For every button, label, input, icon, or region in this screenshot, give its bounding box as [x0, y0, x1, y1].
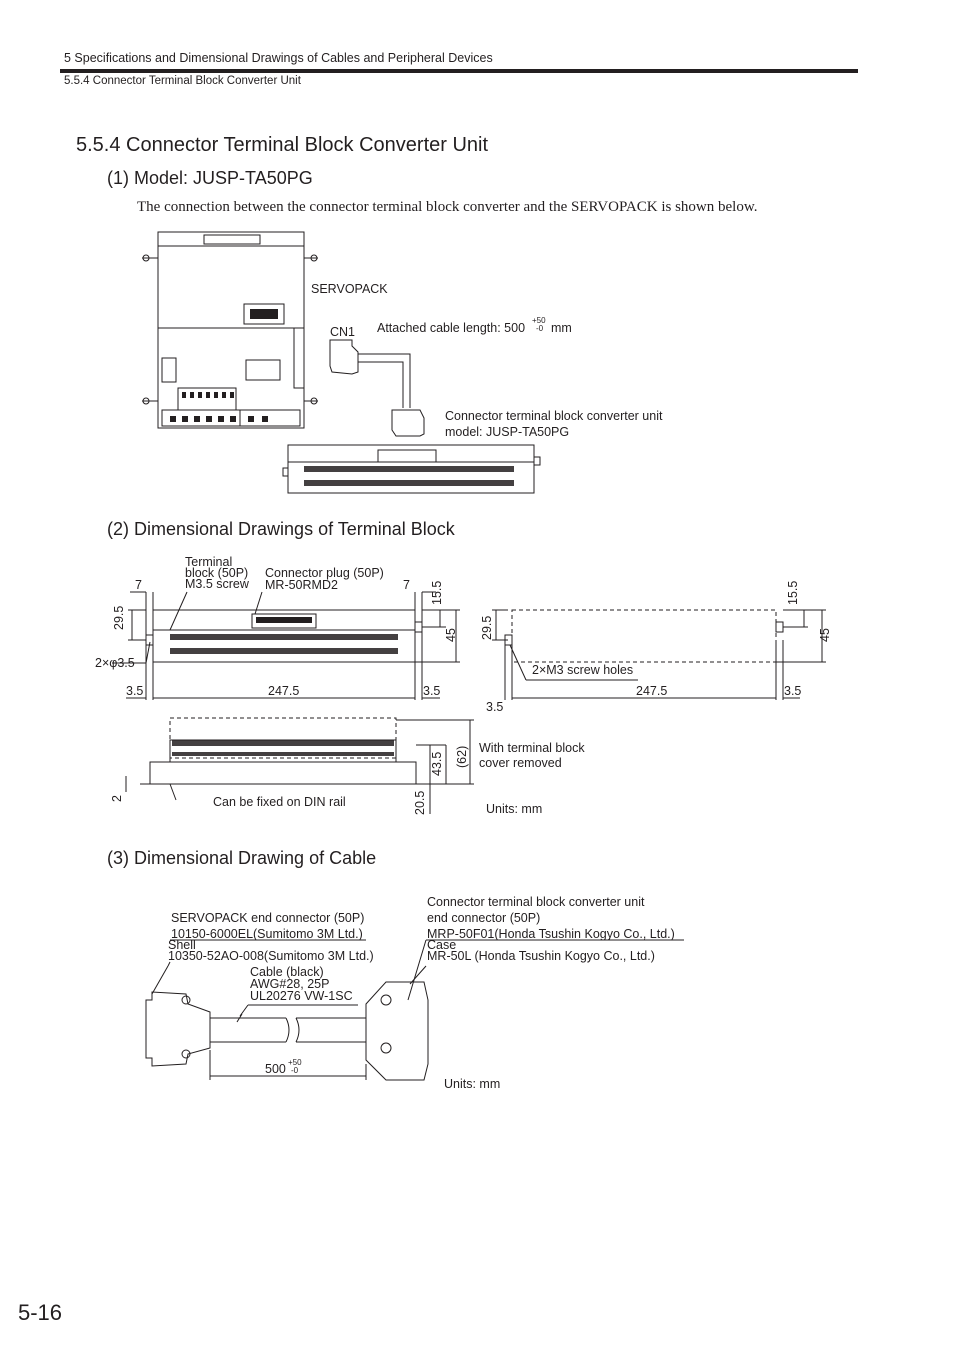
dim-3-5-a: 3.5 — [126, 684, 144, 698]
cable-length-tol-minus: -0 — [291, 1066, 299, 1075]
screw-holes-label: 2×M3 screw holes — [532, 663, 634, 677]
servopack-end-line1: SERVOPACK end connector (50P) — [171, 911, 365, 925]
cable-tol-plus: +50 — [532, 316, 546, 325]
dim-45-right: 45 — [818, 628, 832, 642]
connector-plug-callout — [265, 567, 384, 591]
units-label-3: Units: mm — [444, 1077, 501, 1091]
cn1-plug — [330, 340, 358, 374]
dim-29-5-left: 29.5 — [112, 605, 126, 630]
subsection-3-title: (3) Dimensional Drawing of Cable — [107, 848, 377, 868]
converter-plug — [392, 410, 424, 436]
terminal-block-callout — [185, 557, 249, 590]
converter-end-line3: MRP-50F01(Honda Tsushin Kogyo Co., Ltd.) — [427, 927, 675, 941]
case-line2: MR-50L (Honda Tsushin Kogyo Co., Ltd.) — [427, 949, 655, 963]
hole-dim: 2×φ3.5 — [95, 656, 135, 670]
dim-3-5-b: 3.5 — [423, 684, 441, 698]
dim-20-5: 20.5 — [413, 790, 427, 815]
shell-callout — [168, 940, 374, 962]
back-view-body — [512, 610, 776, 662]
dim-29-5-right: 29.5 — [480, 615, 494, 640]
dim-2: 2 — [110, 795, 124, 802]
section-header: 5.5.4 Connector Terminal Block Converter Unit — [64, 75, 301, 87]
converter-end-line2: end connector (50P) — [427, 911, 541, 925]
terminal-block-line2: block (50P) — [185, 566, 249, 580]
terminal-block-screws — [304, 466, 514, 486]
front-view-body — [153, 610, 415, 662]
case-line1: Case — [427, 938, 457, 952]
shell-line1: Shell — [168, 938, 196, 952]
cable-line3: UL20276 VW-1SC — [250, 989, 353, 1003]
dim-43-5: 43.5 — [430, 751, 444, 776]
cn1-label: CN1 — [330, 325, 356, 339]
intro-paragraph: The connection between the connector terminal block converter and the SERVOPACK is shown below. — [137, 199, 758, 215]
dim-62: (62) — [455, 745, 469, 768]
dim-3-5-c: 3.5 — [784, 684, 802, 698]
terminal-block-line3: M3.5 screw — [185, 577, 249, 591]
side-view-cover — [170, 718, 396, 758]
cable-line2: AWG#28, 25P — [250, 977, 330, 991]
cable-length-label: Attached cable length: 500 — [377, 321, 526, 335]
converter-end-line1: Connector terminal block converter unit — [427, 895, 645, 909]
cable-callout — [250, 966, 353, 1002]
units-label-2: Units: mm — [486, 802, 543, 816]
converter-label-line2: model: JUSP-TA50PG — [445, 425, 570, 439]
subsection-1-title: (1) Model: JUSP-TA50PG — [107, 168, 313, 188]
converter-label-line1: Connector terminal block converter unit — [445, 409, 663, 423]
chapter-header: 5 Specifications and Dimensional Drawings of Cables and Peripheral Devices — [64, 51, 493, 65]
subsection-2-title: (2) Dimensional Drawings of Terminal Block — [107, 519, 455, 539]
cable-unit: mm — [551, 321, 572, 335]
dim-247-5-left: 247.5 — [268, 684, 300, 698]
servopack-body — [158, 232, 304, 428]
cover-removed-line1: With terminal block — [479, 741, 585, 755]
converter-end-callout — [427, 894, 675, 942]
servopack-end-callout — [171, 910, 364, 942]
dim-right-7: 7 — [403, 578, 410, 592]
cable-tol-minus: -0 — [536, 324, 544, 333]
servopack-end-line2: 10150-6000EL(Sumitomo 3M Ltd.) — [171, 927, 363, 941]
servopack-label: SERVOPACK — [311, 282, 388, 296]
converter-end-connector — [366, 982, 428, 1080]
case-callout — [427, 940, 655, 962]
dim-15-5-left: 15.5 — [430, 580, 444, 605]
cover-removed-note — [479, 741, 585, 771]
connector-plug-line2: MR-50RMD2 — [265, 578, 338, 592]
terminal-block-line1: Terminal — [185, 555, 233, 569]
dim-45-left: 45 — [444, 628, 458, 642]
section-title: 5.5.4 Connector Terminal Block Converter Unit — [76, 134, 489, 156]
servopack-terminals — [170, 309, 278, 422]
terminal-block-unit — [288, 445, 534, 493]
page-number: 5-16 — [18, 1300, 63, 1325]
din-rail-note: Can be fixed on DIN rail — [213, 795, 346, 809]
cable-length-dim: 500 — [265, 1062, 286, 1076]
side-view-base — [150, 762, 416, 784]
shell-line2: 10350-52AO-008(Sumitomo 3M Ltd.) — [168, 949, 374, 963]
cable-length-tol-plus: +50 — [288, 1058, 302, 1067]
dim-15-5-right: 15.5 — [786, 580, 800, 605]
dim-left-7: 7 — [135, 578, 142, 592]
cable-line1: Cable (black) — [250, 965, 324, 979]
cover-removed-line2: cover removed — [479, 756, 562, 770]
connector-plug-line1: Connector plug (50P) — [265, 566, 384, 580]
dim-247-5-right: 247.5 — [636, 684, 668, 698]
header-rule — [60, 69, 858, 73]
dim-3-5-d: 3.5 — [486, 700, 504, 714]
servopack-end-connector — [146, 992, 210, 1066]
